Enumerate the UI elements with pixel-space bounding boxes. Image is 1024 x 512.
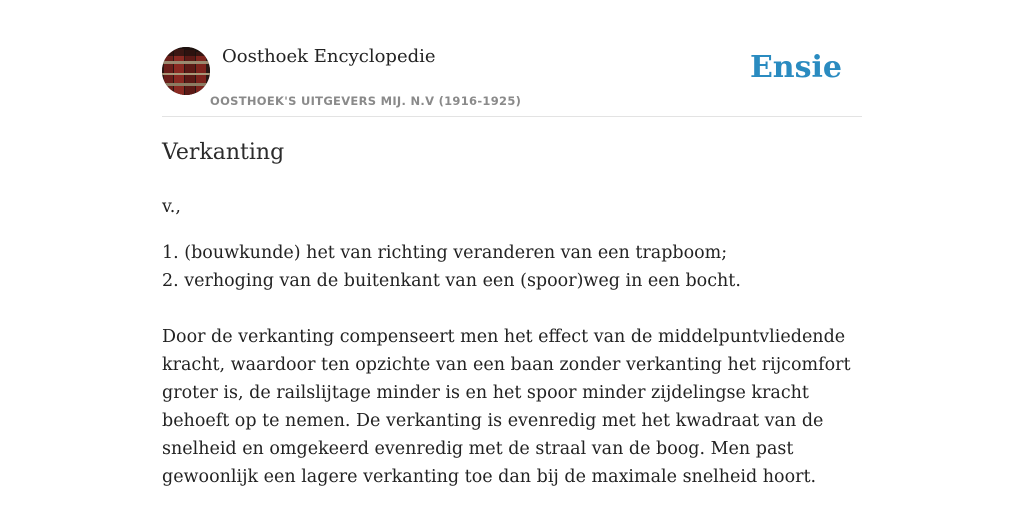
book-spines-icon[interactable]: [162, 47, 210, 95]
ensie-logo-link[interactable]: Ensie: [749, 50, 842, 85]
entry-body-text: Door de verkanting compenseert men het effect van de middelpuntvliedende kracht, waardoor ten opzichte van een baan zonder verkanting het rijcomfort groter is, de railslijtage minder is en het spoor minder zijdelingse kracht behoeft op te nemen. De verkanting is evenredig met het kwadraat van de snelheid en omgekeerd evenredig met de straal van de boog. Men past gewoonlijk een lagere verkanting toe dan bij de maximale snelheid hoort.: [162, 327, 851, 487]
definition-item: 2. verhoging van de buitenkant van een (spoor)weg in een bocht.: [162, 271, 741, 291]
book-spines-image: [162, 47, 210, 95]
publisher-label: OOSTHOEK'S UITGEVERS MIJ. N.V (1916-1925): [210, 94, 522, 108]
definition-item: 1. (bouwkunde) het van richting veranderen van een trapboom;: [162, 243, 728, 263]
grammar-note: v.,: [162, 197, 181, 217]
site-header: [162, 40, 862, 117]
site-name[interactable]: Oosthoek Encyclopedie: [222, 46, 436, 67]
definition-list: [162, 239, 862, 295]
entry-title: Verkanting: [162, 140, 285, 165]
entry-content: [162, 193, 862, 491]
